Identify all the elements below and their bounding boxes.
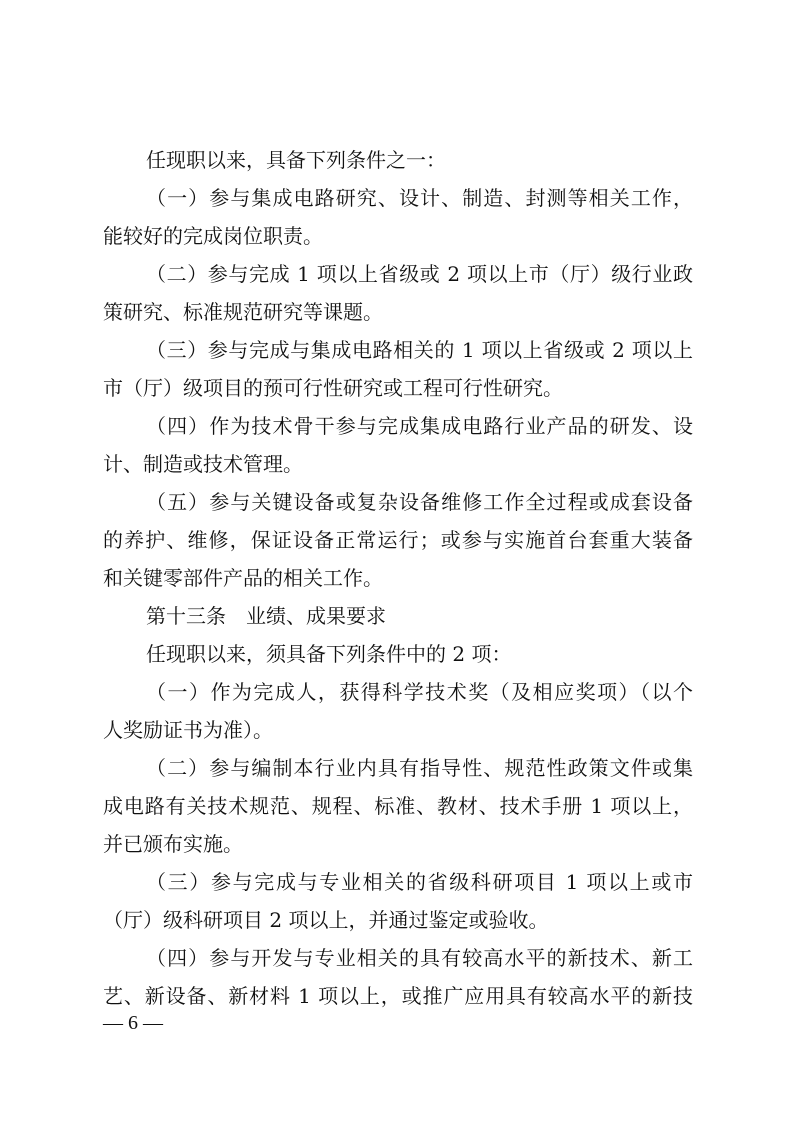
paragraph-line: 计、制造或技术管理。 (103, 452, 303, 476)
paragraph-line: （三）参与完成与集成电路相关的 1 项以上省级或 2 项以上 (146, 338, 693, 362)
paragraph-line: 并已颁布实施。 (103, 832, 243, 856)
paragraph-line: 和关键零部件产品的相关工作。 (103, 566, 383, 590)
page-number: — 6 — (103, 1012, 163, 1034)
section-heading: 第十三条 业绩、成果要求 (146, 604, 386, 628)
paragraph-line: （一）参与集成电路研究、设计、制造、封测等相关工作， (146, 186, 693, 210)
paragraph-line: （二）参与完成 1 项以上省级或 2 项以上市（厅）级行业政 (146, 262, 693, 286)
paragraph-line: （三）参与完成与专业相关的省级科研项目 1 项以上或市 (146, 870, 693, 894)
paragraph-line: 人奖励证书为准）。 (103, 718, 273, 742)
paragraph-line: 任现职以来，须具备下列条件中的 2 项： (146, 642, 512, 666)
paragraph-line: 市（厅）级项目的预可行性研究或工程可行性研究。 (103, 376, 563, 400)
paragraph-line: （四）参与开发与专业相关的具有较高水平的新技术、新工 (146, 946, 693, 970)
paragraph-line: （厅）级科研项目 2 项以上，并通过鉴定或验收。 (103, 908, 549, 932)
paragraph-line: （四）作为技术骨干参与完成集成电路行业产品的研发、设 (146, 414, 693, 438)
paragraph-line: （一）作为完成人，获得科学技术奖（及相应奖项）（以个 (146, 680, 693, 704)
paragraph-line: （二）参与编制本行业内具有指导性、规范性政策文件或集 (146, 756, 693, 780)
paragraph-line: 成电路有关技术规范、规程、标准、教材、技术手册 1 项以上， (103, 794, 693, 818)
paragraph-line: 艺、新设备、新材料 1 项以上，或推广应用具有较高水平的新技 (103, 984, 693, 1008)
paragraph-line: （五）参与关键设备或复杂设备维修工作全过程或成套设备 (146, 490, 693, 514)
paragraph-line: 策研究、标准规范研究等课题。 (103, 300, 383, 324)
paragraph-line: 能较好的完成岗位职责。 (103, 224, 323, 248)
paragraph-line: 的养护、维修，保证设备正常运行；或参与实施首台套重大装备 (103, 528, 693, 552)
paragraph-line: 任现职以来，具备下列条件之一： (146, 148, 446, 172)
